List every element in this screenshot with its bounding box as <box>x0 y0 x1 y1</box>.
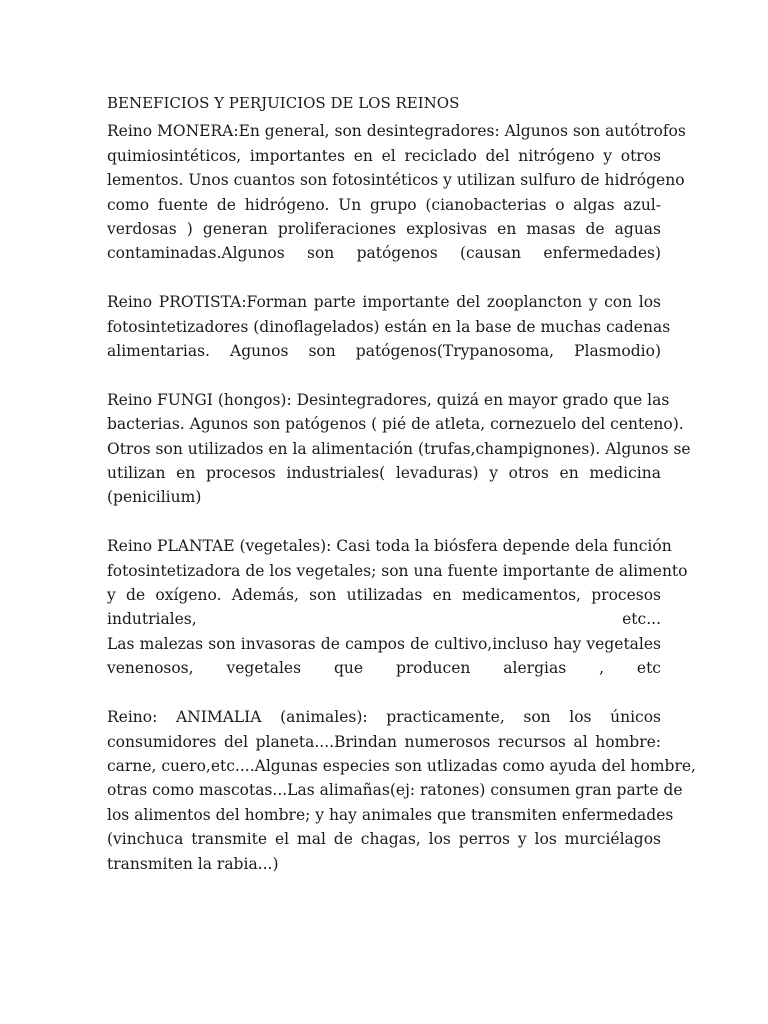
paragraph-line: lementos. Unos cuantos son fotosintéticos y utilizan sulfuro de hidrógeno <box>107 171 685 190</box>
paragraph-line: Otros son utilizados en la alimentación (trufas,champignones). Algunos se <box>107 439 691 458</box>
paragraph-line: Reino PROTISTA:Forman parte importante del zooplancton y con los <box>107 293 661 312</box>
paragraph-line: (penicilium) <box>107 488 202 507</box>
paragraph-monera <box>107 119 686 265</box>
paragraph-line: (vinchuca transmite el mal de chagas, los perros y los murciélagos <box>107 830 661 849</box>
paragraph-plantae <box>107 534 688 680</box>
paragraph-line: otras como mascotas...Las alimañas(ej: ratones) consumen gran parte de <box>107 781 683 800</box>
paragraph-fungi <box>107 388 691 510</box>
paragraph-line: y de oxígeno. Además, son utilizadas en medicamentos, procesos <box>107 586 661 605</box>
paragraph-line: consumidores del planeta....Brindan numerosos recursos al hombre: <box>107 732 661 751</box>
paragraph-line: los alimentos del hombre; y hay animales que transmiten enfermedades <box>107 805 674 824</box>
paragraph-animalia <box>107 705 696 876</box>
paragraph-line: contaminadas.Algunos son patógenos (causan enfermedades) <box>107 244 661 263</box>
paragraph-line: indutriales, etc... <box>107 610 661 629</box>
paragraph-line: Reino PLANTAE (vegetales): Casi toda la biósfera depende dela función <box>107 537 672 556</box>
paragraph-line: como fuente de hidrógeno. Un grupo (cianobacterias o algas azul- <box>107 195 661 214</box>
paragraph-line: alimentarias. Agunos son patógenos(Trypanosoma, Plasmodio) <box>107 342 661 361</box>
paragraph-protista <box>107 290 671 363</box>
paragraph-line: quimiosintéticos, importantes en el reciclado del nitrógeno y otros <box>107 146 661 165</box>
paragraph-line: fotosintetizadora de los vegetales; son una fuente importante de alimento <box>107 561 688 580</box>
paragraph-line: carne, cuero,etc....Algunas especies son utlizadas como ayuda del hombre, <box>107 756 696 775</box>
paragraph-line: verdosas ) generan proliferaciones explosivas en masas de aguas <box>107 220 661 239</box>
paragraph-line: venenosos, vegetales que producen alergias , etc <box>107 659 661 678</box>
paragraph-line: utilizan en procesos industriales( levaduras) y otros en medicina <box>107 464 661 483</box>
paragraph-line: Reino: ANIMALIA (animales): practicamente, son los únicos <box>107 708 661 727</box>
paragraph-line: Reino MONERA:En general, son desintegradores: Algunos son autótrofos <box>107 122 686 141</box>
document-title: BENEFICIOS Y PERJUICIOS DE LOS REINOS <box>107 94 460 112</box>
paragraph-line: Reino FUNGI (hongos): Desintegradores, quizá en mayor grado que las <box>107 390 670 409</box>
paragraph-line: fotosintetizadores (dinoflagelados) están en la base de muchas cadenas <box>107 317 671 336</box>
paragraph-line: bacterias. Agunos son patógenos ( pié de atleta, cornezuelo del centeno). <box>107 415 684 434</box>
document-page <box>107 91 696 900</box>
paragraph-line: transmiten la rabia...) <box>107 854 279 873</box>
paragraph-line: Las malezas son invasoras de campos de cultivo,incluso hay vegetales <box>107 634 661 653</box>
